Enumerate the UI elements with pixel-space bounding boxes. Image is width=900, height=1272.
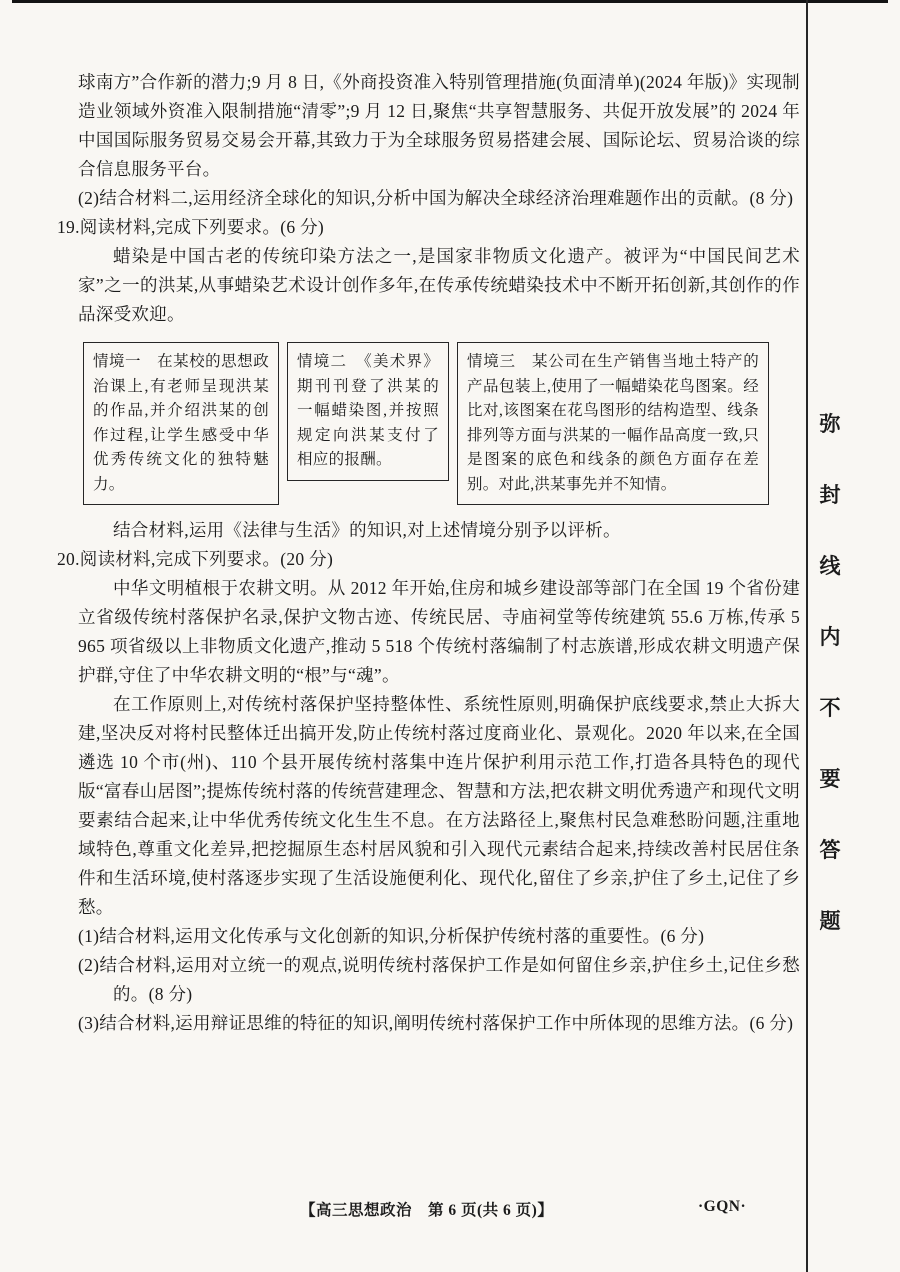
seal-divider-line <box>806 0 808 1272</box>
scenario-box-3 <box>457 342 769 505</box>
seal-char: 弥 <box>819 412 841 436</box>
seal-char: 内 <box>819 625 841 649</box>
exam-content <box>57 68 800 1038</box>
footer-page-info: 【高三思想政治 第 6 页(共 6 页)】 <box>300 1202 554 1219</box>
question-19-task: 结合材料,运用《法律与生活》的知识,对上述情境分别予以评析。 <box>113 520 621 540</box>
question-20-heading: 20.阅读材料,完成下列要求。(20 分) <box>57 549 334 569</box>
footer-paper-code: ·GQN· <box>698 1198 747 1215</box>
question-20-item-1: (1)结合材料,运用文化传承与文化创新的知识,分析保护传统村落的重要性。(6 分) <box>78 926 705 946</box>
scenario-box-2 <box>287 342 449 481</box>
seal-char: 答 <box>819 838 841 862</box>
page-footer <box>0 1198 900 1222</box>
seal-char: 线 <box>819 554 841 578</box>
question-19-heading: 19.阅读材料,完成下列要求。(6 分) <box>57 217 325 237</box>
scan-artifact-line <box>12 0 888 3</box>
question-20-material-paragraph-2: 在工作原则上,对传统村落保护坚持整体性、系统性原则,明确保护底线要求,禁止大拆大建,坚决反对将村民整体迁出搞开发,防止传统村落过度商业化、景观化。2020 年以来,在全国遴选 10 个市(州)、110 个县开展传统村落集中连片保护利用示范工作,打造各具特色的现代版“富春山居图”;提炼传统村落的传统营建理念、智慧和方法,把农耕文明优秀遗产和现代文明要素结合起来,让中华优秀传统文化生生不息。在方法路径上,聚焦村民急难愁盼问题,注重地域特色,尊重文化差异,把挖掘原生态村居风貌和引入现代元素结合起来,持续改善村民居住条件和生活环境,使村落逐步实现了生活设施便利化、现代化,留住了乡亲,护住了乡土,记住了乡愁。 <box>78 694 800 917</box>
seal-char: 封 <box>819 483 841 507</box>
seal-char: 不 <box>819 696 841 720</box>
question-20-item-2: (2)结合材料,运用对立统一的观点,说明传统村落保护工作是如何留住乡亲,护住乡土,记住乡愁的。(8 分) <box>78 955 800 1004</box>
question-20-material-paragraph-1: 中华文明植根于农耕文明。从 2012 年开始,住房和城乡建设部等部门在全国 19 个省份建立省级传统村落保护名录,保护文物古迹、传统民居、寺庙祠堂等传统建筑 55.6 万栋,传承 5 965 项省级以上非物质文化遗产,推动 5 518 个传统村落编制了村志族谱,形成农耕文明遗产保护群,守住了中华农耕文明的“根”与“魂”。 <box>78 578 800 685</box>
seal-char: 要 <box>819 767 841 791</box>
question-20-item-3: (3)结合材料,运用辩证思维的特征的知识,阐明传统村落保护工作中所体现的思维方法。(6 分) <box>78 1013 794 1033</box>
scenario-box-1 <box>83 342 279 505</box>
scenario-2-text: 情境二 《美术界》期刊刊登了洪某的一幅蜡染图,并按照规定向洪某支付了相应的报酬。 <box>297 353 439 468</box>
scenario-1-text: 情境一 在某校的思想政治课上,有老师呈现洪某的作品,并介绍洪某的创作过程,让学生感受中华优秀传统文化的独特魅力。 <box>93 353 269 493</box>
question-19-intro: 蜡染是中国古老的传统印染方法之一,是国家非物质文化遗产。被评为“中国民间艺术家”之一的洪某,从事蜡染艺术设计创作多年,在传承传统蜡染技术中不断开拓创新,其创作的作品深受欢迎。 <box>78 246 800 324</box>
paragraph-material-two-continuation: 球南方”合作新的潜力;9 月 8 日,《外商投资准入特别管理措施(负面清单)(2024 年版)》实现制造业领域外资准入限制措施“清零”;9 月 12 日,聚焦“共享智慧服务、共促开放发展”的 2024 年中国国际服务贸易交易会开幕,其致力于为全球服务贸易搭建会展、国际论坛、贸易洽谈的综合信息服务平台。 <box>78 72 800 179</box>
question-18-item-2: (2)结合材料二,运用经济全球化的知识,分析中国为解决全球经济治理难题作出的贡献。(8 分) <box>78 188 794 208</box>
seal-char: 题 <box>819 909 841 933</box>
seal-vertical-text <box>818 408 842 935</box>
scenario-boxes <box>83 342 800 505</box>
scenario-3-text: 情境三 某公司在生产销售当地土特产的产品包装上,使用了一幅蜡染花鸟图案。经比对,该图案在花鸟图形的结构造型、线条排列等方面与洪某的一幅作品高度一致,只是图案的底色和线条的颜色方面存在差别。对此,洪某事先并不知情。 <box>467 353 759 493</box>
